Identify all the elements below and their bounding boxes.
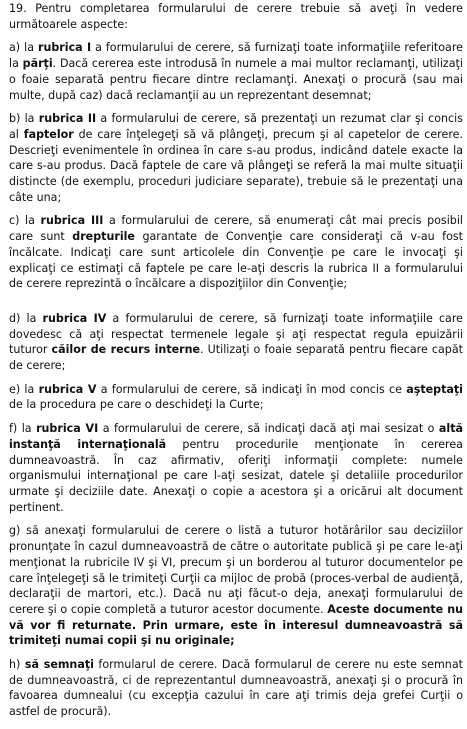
bold-text: drepturile [72, 230, 135, 244]
text-run: h) [9, 658, 25, 672]
text-run: de care înţelegeţi să vă plângeţi, precum şi al capetelor de cerere. Descrieţi evenimentele în ordinea în care s-au produs, indicând datele exacte la care s-au produs. Dacă faptele de care vă plângeţi se referă la mai multe situaţii distincte (de exemplu, proceduri judiciare separate), trebuie să le prezentaţi una câte una; [9, 127, 463, 204]
text-run: a formularului de cerere, să prezentaţi un rezumat clar şi concis al [9, 112, 463, 141]
bold-text: rubrica IV [42, 311, 107, 325]
text-run: a) la [9, 41, 38, 55]
text-run: a formularului de cerere, să indicaţi în mod concis ce [96, 382, 407, 396]
paragraph-c [9, 213, 463, 292]
paragraph-f [9, 421, 463, 515]
text-run: g) să anexaţi formularului de cerere o listă a tuturor hotărârilor sau deciziilor pronunţate în cazul dumneavoastră de către o autoritate publică şi pe care le-aţi menţionat la rubricile IV şi VI, precum şi un borderou al tuturor documentelor pe care înţelegeţi să le trimiteţi Curţii ca mijloc de probă (proces-verbal de audienţă, declaraţii de martori, etc.). Dacă nu aţi făcut-o deja, anexaţi formularului de cerere şi o copie completă a tuturor acestor documente. [9, 524, 463, 616]
text-run: b) la [9, 112, 39, 126]
text-run: formularul de cerere. Dacă formularul de cerere nu este semnat de dumneavoastră, ci de reprezentantul dumneavoastră, anexaţi şi o procură în favoarea dumnealui (cu excepţia cazului în care aţi trimis deja grefei Curţii o astfel de procură). [9, 658, 463, 719]
bold-text: să semnaţi [24, 658, 94, 672]
intro-paragraph: 19. Pentru completarea formularului de cerere trebuie să aveţi în vedere următoarele aspecte: [9, 2, 463, 31]
bold-text: căilor de recurs interne [51, 343, 201, 357]
paragraph-b [9, 111, 463, 205]
bold-text: rubrica II [38, 112, 97, 126]
text-run: e) la [9, 382, 39, 396]
bold-text: Aceste documente nu vă vor fi returnate. Prin urmare, este în interesul dumneavoastră să trimiteţi numai copii şi nu originale; [9, 602, 463, 648]
bold-text: altă instanţă internaţională [9, 422, 463, 451]
bold-text: rubrica I [38, 41, 92, 55]
bold-text: faptelor [23, 127, 74, 141]
bold-text: părţi [22, 57, 53, 71]
text-run: a formularului de cerere, să furnizaţi toate informaţiile care dovedesc că aţi respectat termenele legale şi aţi respectat regula epuizării tuturor [9, 311, 463, 357]
text-run: d) la [9, 311, 43, 325]
bold-text: aşteptaţi [406, 382, 463, 396]
text-run: a formularului de cerere, să enumeraţi cât mai precis posibil care sunt [9, 214, 463, 244]
text-run: a formularului de cerere, să furnizaţi toate informaţiile referitoare la [9, 41, 463, 71]
text-run: f) la [9, 422, 37, 436]
text-run: de la procedura pe care o deschideţi la Curte; [9, 398, 264, 412]
text-run: . Dacă cererea este introdusă în numele a mai multor reclamanţi, utilizaţi o foaie separată pentru fiecare dintre reclamanţi. Anexaţi o procură (sau mai multe, după caz) dacă reclamanţii au un reprezentant desemnat; [9, 57, 463, 102]
document-page [0, 1, 467, 729]
text-run: a formularului de cerere, să indicaţi dacă aţi mai sesizat o [98, 422, 439, 436]
bold-text: rubrica V [38, 382, 97, 396]
paragraph-g [9, 523, 463, 649]
paragraph-h [9, 657, 463, 720]
text-run: c) la [9, 214, 41, 228]
paragraph-a [9, 40, 463, 103]
text-run: pentru procedurile menţionate în cererea dumneavoastră. În caz afirmativ, oferiţi informaţii complete: numele organismului internaţional pe care l-aţi sesizat, datele şi detaliile procedurilor urmate şi deciziile date. Anexaţi o copie a acestora şi a oricărui alt document pertinent. [9, 437, 463, 514]
text-run: garantate de Convenţie care consideraţi că v-au fost încălcate. Indicaţi care sunt articolele din Convenţie pe care le invocaţi şi explicaţi ce estimaţi că faptele pe care le-aţi descris la rubrica II a formularului de cerere reprezintă o încălcare a dispoziţiilor din Convenţie; [9, 230, 463, 291]
paragraph-d [9, 311, 463, 374]
bold-text: rubrica III [40, 214, 104, 228]
text-run: . Utilizaţi o foaie separată pentru fiecare capăt de cerere; [9, 343, 463, 373]
bold-text: rubrica VI [36, 422, 99, 436]
paragraph-e [9, 382, 463, 413]
